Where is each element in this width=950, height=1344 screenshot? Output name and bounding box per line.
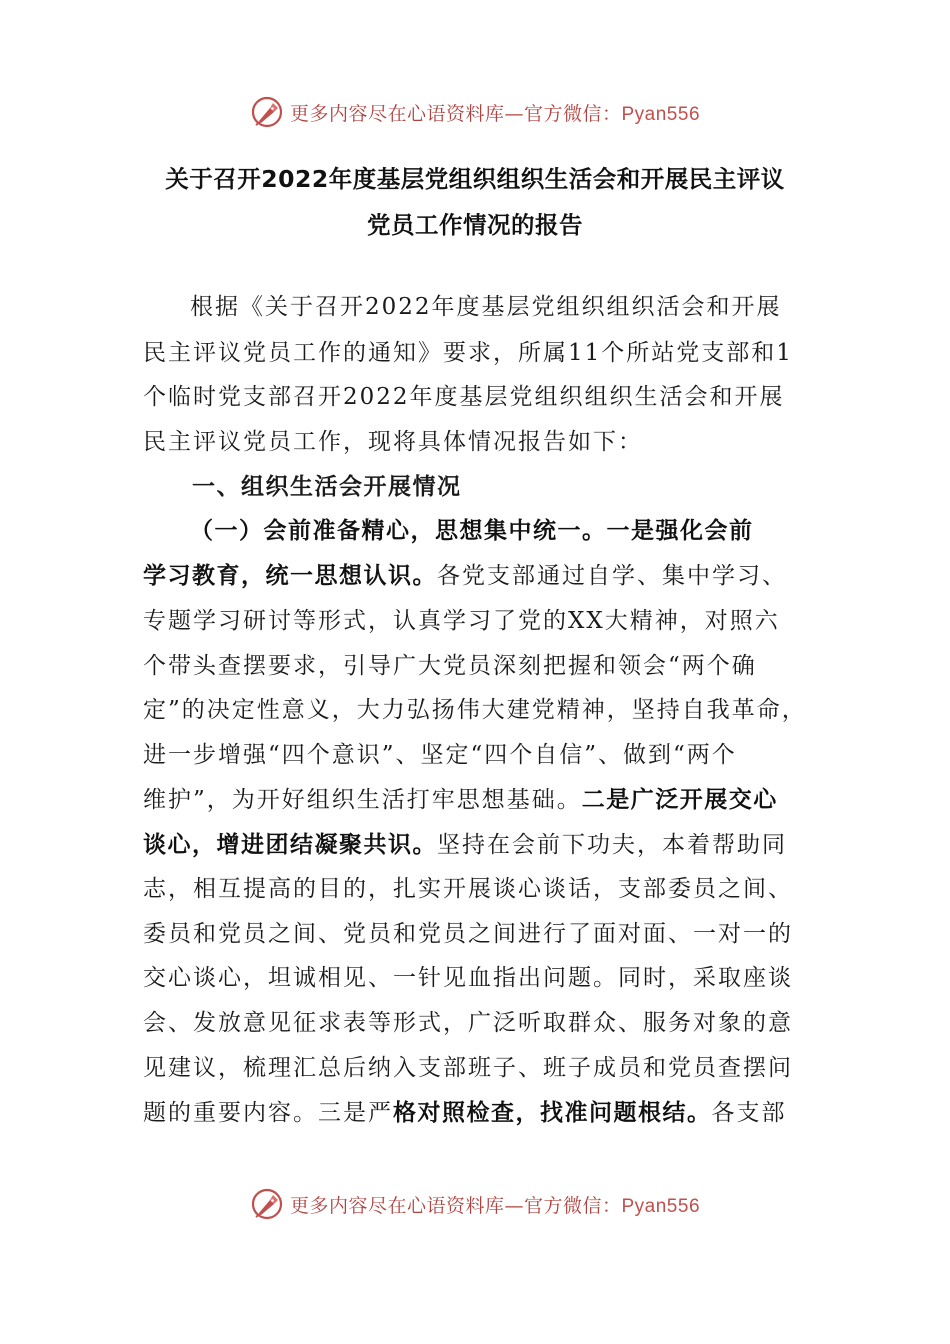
footer-watermark [0,1184,950,1224]
body-line-6: 进一步增强“四个意识”、坚定“四个自信”、做到“两个 [143,742,737,768]
body-line-12: 会、发放意见征求表等形式，广泛听取群众、服务对象的意 [143,1010,793,1036]
body-line-7 [143,784,811,816]
body-text: 题的重要内容。三是严 [143,1100,393,1126]
intro-line-3: 个临时党支部召开2022年度基层党组织组织生活会和开展 [143,384,785,410]
pen-nib-logo-icon [250,95,284,129]
body-text: 各党支部通过自学、集中学习、 [437,563,787,589]
body-line-5: 定”的决定性意义，大力弘扬伟大建党精神，坚持自我革命， [143,697,807,723]
body-emphasis: 二是广泛开展交心 [581,787,778,813]
document-title-line-2: 党员工作情况的报告 [367,211,583,239]
body-line-10: 委员和党员之间、党员和党员之间进行了面对面、一对一的 [143,921,793,947]
intro-line-2: 民主评议党员工作的通知》要求，所属11个所站党支部和1 [143,340,793,366]
watermark-text: 更多内容尽在心语资料库—官方微信：Pyan556 [289,1194,701,1217]
intro-line-1: 根据《关于召开2022年度基层党组织组织活会和开展 [190,294,782,320]
pen-nib-logo-icon [250,1187,284,1221]
body-text: 各支部 [711,1100,787,1126]
body-emphasis: 学习教育，统一思想认识。 [143,563,437,589]
body-line-2 [143,560,811,592]
body-emphasis: 谈心，增进团结凝聚共识。 [143,832,437,858]
body-emphasis: 格对照检查，找准问题根结。 [393,1100,712,1126]
body-line-13: 见建议，梳理汇总后纳入支部班子、班子成员和党员查摆问 [143,1055,793,1081]
section-heading-1: 一、组织生活会开展情况 [192,474,462,500]
watermark-text: 更多内容尽在心语资料库—官方微信：Pyan556 [289,102,701,125]
watermark-wechat-id: Pyan556 [621,1195,701,1217]
body-line-11: 交心谈心，坦诚相见、一针见血指出问题。同时，采取座谈 [143,965,793,991]
body-line-4: 个带头查摆要求，引导广大党员深刻把握和领会“两个确 [143,653,757,679]
watermark-wechat-id: Pyan556 [621,103,701,125]
body-line-3: 专题学习研讨等形式，认真学习了党的XX大精神，对照六 [143,608,780,634]
body-text: 坚持在会前下功夫，本着帮助同 [437,832,787,858]
intro-line-4: 民主评议党员工作，现将具体情况报告如下： [143,429,643,455]
body-text: 维护”，为开好组织生活打牢思想基础。 [143,787,582,813]
body-line-9: 志，相互提高的目的，扎实开展谈心谈话，支部委员之间、 [143,876,793,902]
subsection-heading-1: （一）会前准备精心，思想集中统一。一是强化会前 [190,518,754,544]
body-line-14 [143,1097,811,1129]
header-watermark [0,92,950,132]
body-line-8 [143,829,811,861]
document-title-line-1: 关于召开2022年度基层党组织组织生活会和开展民主评议 [165,165,785,193]
